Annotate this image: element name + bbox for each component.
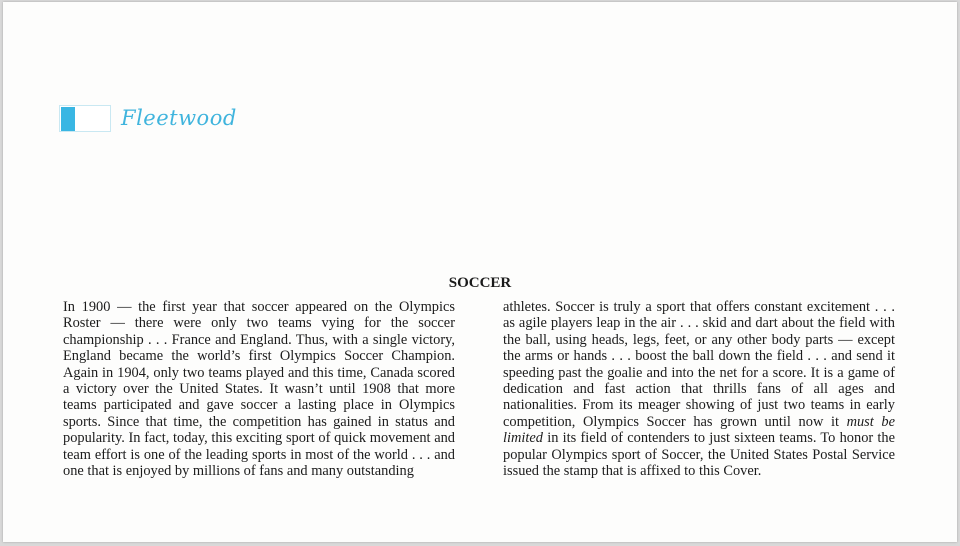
emphasis-text: must be limited [503,413,895,447]
envelope-cover [3,2,957,542]
right-column-text-end: in its field of contenders to just sixteen teams. To honor the popular Olympics sport of Soccer, the United States Postal Service issued the stamp that is affixed to this Cover. [503,430,895,480]
article-right-column [503,299,895,479]
article-left-column: In 1900 — the first year that soccer appeared on the Olympics Roster — there were only two teams vying for the soccer championship . . . France and England. Thus, with a single victory, England became the world’s first Olympics Soccer Champion. Again in 1904, only two teams played and this time, Canada scored a victory over the United States. It wasn’t until 1908 that more teams participated and gave soccer a lasting place in Olympics sports. Since that time, the competition has gained in status and popularity. In fact, today, this exciting sport of quick movement and team effort is one of the leading sports in most of the world . . . and one that is enjoyed by millions of fans and many outstanding [63,299,455,480]
article-title: SOCCER [448,275,512,291]
brand-name: Fleetwood [121,105,237,130]
right-column-text-start: athletes. Soccer is truly a sport that offers constant excitement . . . as agile players leap in the air . . . skid and dart about the field with the ball, using heads, legs, feet, or any other body parts — except the arms or hands . . . boost the ball down the field . . . and send it speeding past the goalie and into the net for a score. It is a game of dedication and fast action that thrills fans of all ages and nationalities. From its meager showing of just two teams in early competition, Olympics Soccer has grown until now it [503,299,895,430]
brand-logo [59,103,237,133]
fleetwood-logo-icon [59,105,111,132]
logo-accent-block [61,107,75,131]
